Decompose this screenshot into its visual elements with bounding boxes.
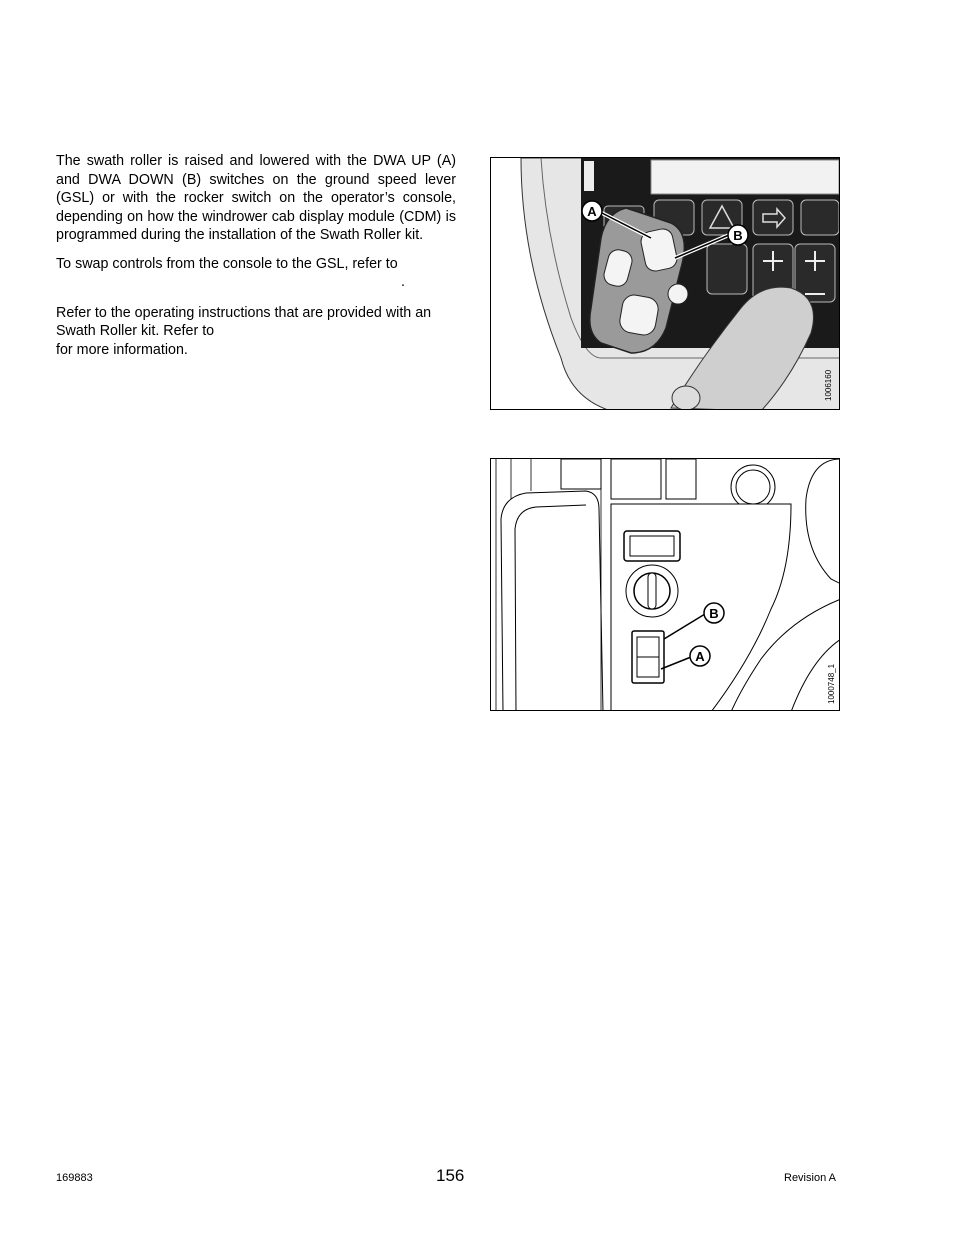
more-info-text: for more information. bbox=[56, 341, 188, 358]
figure-id: 1006160 bbox=[824, 369, 833, 401]
figure-id: 1000748_1 bbox=[827, 663, 836, 704]
gsl-illustration bbox=[491, 158, 840, 410]
figure-console-rocker-switch bbox=[490, 458, 840, 711]
paragraph-operating-instructions bbox=[56, 304, 456, 360]
figure-gsl-switches bbox=[490, 157, 840, 410]
paragraph-swap-controls bbox=[56, 255, 456, 292]
page-number: 156 bbox=[436, 1166, 465, 1185]
callout-a-label: A bbox=[695, 649, 705, 664]
operating-instructions-text: Refer to the operating instructions that are provided with an Swath Roller kit. Refer to bbox=[56, 304, 432, 339]
body-text bbox=[56, 152, 456, 369]
paragraph-swath-roller-control: The swath roller is raised and lowered with the DWA UP (A) and DWA DOWN (B) switches on the ground speed lever (GSL) or with the rocker switch on the operator’s console, depending on how the windrower cab display module (CDM) is programmed during the installation of the Swath Roller kit. bbox=[56, 153, 456, 243]
callout-b-label: B bbox=[709, 606, 719, 621]
revision-label: Revision A bbox=[784, 1172, 836, 1184]
callout-a-label: A bbox=[587, 204, 597, 219]
console-illustration bbox=[491, 459, 840, 711]
swap-controls-text: To swap controls from the console to the GSL, refer to bbox=[56, 255, 398, 272]
callout-b-label: B bbox=[733, 228, 743, 243]
doc-number: 169883 bbox=[56, 1172, 93, 1184]
swap-controls-period: . bbox=[401, 274, 405, 290]
